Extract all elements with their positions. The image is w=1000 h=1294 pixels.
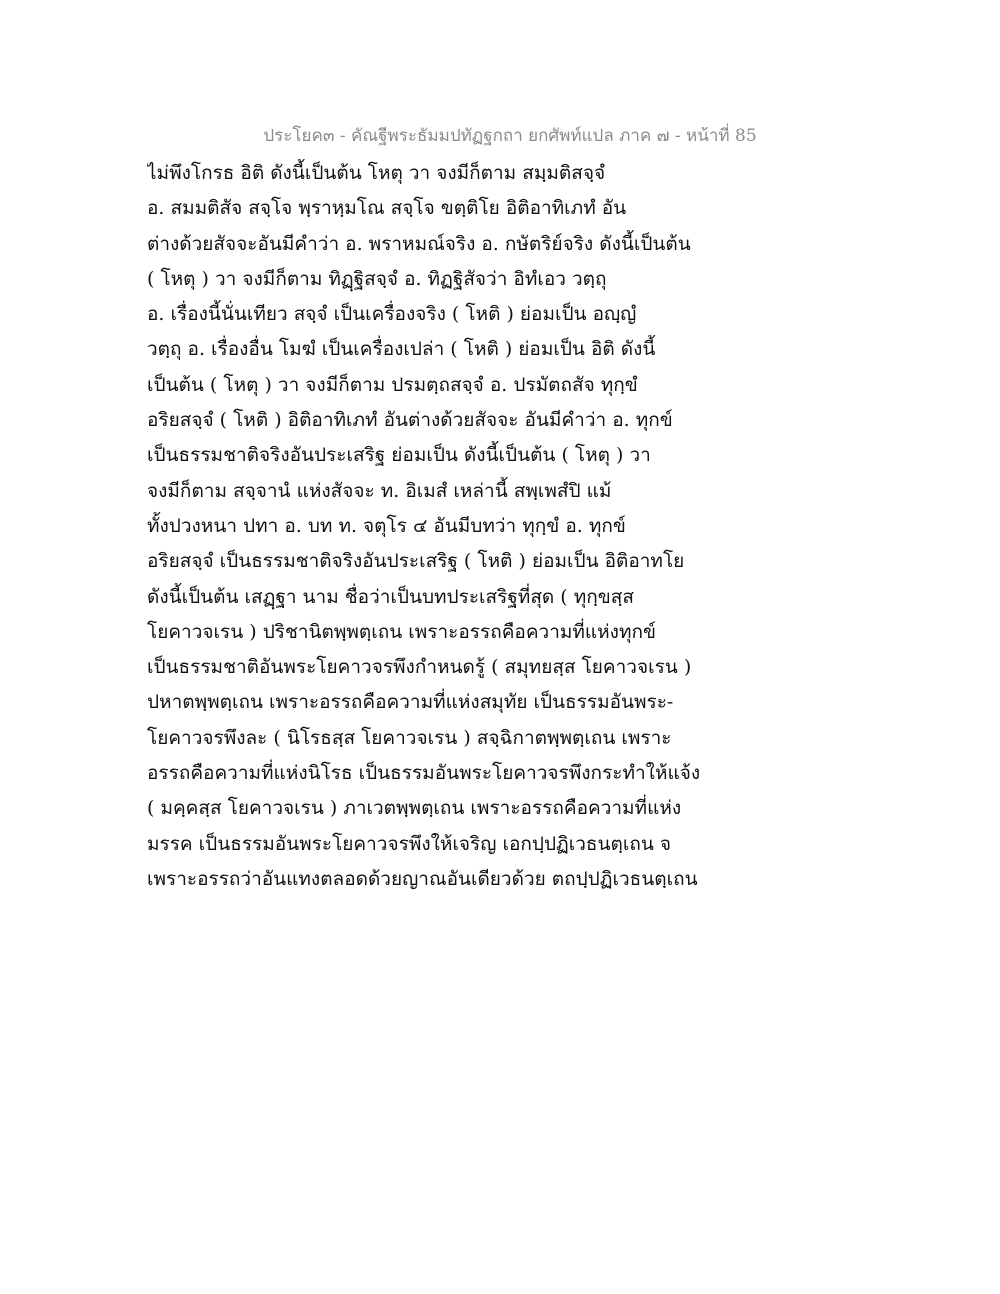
running-header: ประโยค๓ - คัณฐีพระธัมมปทัฏฐกถา ยกศัพท์แปล ภาค ๗ - หน้าที่ 85: [263, 126, 757, 146]
text-line: อ. สมมติสัจ สจฺโจ พฺราหฺมโณ สจฺโจ ขตฺติโย อิติอาทิเภทํ อัน: [147, 197, 627, 220]
text-line: มรรค เป็นธรรมอันพระโยคาวจรพึงให้เจริญ เอกปฺปฏิเวธนตฺเถน จ: [147, 832, 672, 855]
text-line: อริยสจฺจํ ( โหติ ) อิติอาทิเภทํ อันต่างด้วยสัจจะ อันมีคำว่า อ. ทุกข์: [147, 409, 673, 432]
text-line: ( มคฺคสฺส โยคาวจเรน ) ภาเวตพฺพตฺเถน เพราะอรรถคือความที่แห่ง: [147, 797, 682, 820]
text-line: ( โหตุ ) วา จงมีก็ตาม ทิฏฺฐิสจฺจํ อ. ทิฏฐิสัจว่า อิทํเอว วตฺถุ: [147, 267, 607, 290]
text-line: เพราะอรรถว่าอันแทงตลอดด้วยญาณอันเดียวด้วย ตถปฺปฏิเวธนตฺเถน: [147, 867, 698, 890]
text-line: เป็นธรรมชาติจริงอันประเสริฐ ย่อมเป็น ดังนี้เป็นต้น ( โหตุ ) วา: [147, 444, 651, 467]
body-text: [147, 156, 867, 897]
text-line: ปหาตพฺพตฺเถน เพราะอรรถคือความที่แห่งสมุทัย เป็นธรรมอันพระ-: [147, 691, 674, 714]
text-line: ทั้งปวงหนา ปทา อ. บท ท. จตุโร ๔ อันมีบทว่า ทุกฺขํ อ. ทุกข์: [147, 514, 626, 537]
text-line: โยคาวจเรน ) ปริชานิตพฺพตฺเถน เพราะอรรถคือความที่แห่งทุกข์: [147, 620, 656, 643]
text-line: อ. เรื่องนี้นั่นเทียว สจฺจํ เป็นเครื่องจริง ( โหติ ) ย่อมเป็น อญฺญํ: [147, 303, 637, 326]
text-line: วตฺถุ อ. เรื่องอื่น โมฆํ เป็นเครื่องเปล่า ( โหติ ) ย่อมเป็น อิติ ดังนี้: [147, 338, 656, 361]
text-line: อริยสจฺจํ เป็นธรรมชาติจริงอันประเสริฐ ( โหติ ) ย่อมเป็น อิติอาทโย: [147, 550, 685, 573]
text-line: อรรถคือความที่แห่งนิโรธ เป็นธรรมอันพระโยคาวจรพึงกระทำให้แจ้ง: [147, 762, 701, 785]
text-line: โยคาวจรพึงละ ( นิโรธสฺส โยคาวจเรน ) สจฺฉิกาตพฺพตฺเถน เพราะ: [147, 726, 672, 749]
text-line: ดังนี้เป็นต้น เสฏฺฐา นาม ชื่อว่าเป็นบทประเสริฐที่สุด ( ทุกฺขสฺส: [147, 585, 634, 608]
text-line: เป็นต้น ( โหตุ ) วา จงมีก็ตาม ปรมตฺถสจฺจํ อ. ปรมัตถสัจ ทุกฺขํ: [147, 373, 638, 396]
text-line: ต่างด้วยสัจจะอันมีคำว่า อ. พราหมณ์จริง อ. กษัตริย์จริง ดังนี้เป็นต้น: [147, 232, 691, 255]
text-line: เป็นธรรมชาติอันพระโยคาวจรพึงกำหนดรู้ ( สมุทยสฺส โยคาวจเรน ): [147, 656, 692, 679]
text-line: ไม่พึงโกรธ อิติ ดังนี้เป็นต้น โหตุ วา จงมีก็ตาม สมฺมติสจฺจํ: [147, 162, 606, 184]
text-line: จงมีก็ตาม สจฺจานํ แห่งสัจจะ ท. อิเมสํ เหล่านี้ สพฺเพสํปิ แม้: [147, 479, 612, 502]
